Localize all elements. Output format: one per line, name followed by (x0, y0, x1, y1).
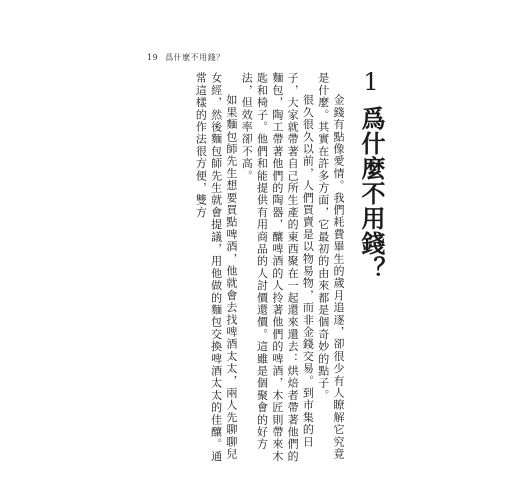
chapter-number: 1 (363, 70, 379, 94)
paragraph: 很久很久以前，人們買賣是以物易物，而非金錢交易。到市集的日子，大家就帶著自己所生產的東西聚在一起還來還去：烘焙者帶著他們的麵包，陶工帶著他們的陶器，釀啤酒的人拎著他們的啤酒，木匠則帶來木匙和椅子。他們和能提供有用商品的人討價還價。這雖是個聚會的好方法，但效率卻不高。 (240, 72, 315, 463)
chapter-heading (357, 70, 386, 281)
chapter-title: 爲什麼不用錢？ (357, 106, 386, 281)
running-head (147, 52, 225, 63)
paragraph: 如果麵包師先生想要買點啤酒，他就會去找啤酒太太，兩人先聊聊兒女經，然後麵包師先生就會提議，用他做的麵包交換啤酒太太的佳釀。通常這樣的作法很方便，雙方 (194, 72, 238, 463)
running-head-title: 爲什麼不用錢？ (165, 53, 225, 62)
page-number: 19 (147, 53, 159, 62)
body-text (148, 72, 346, 470)
paragraph: 金錢有點像愛情。我們耗費畢生的歲月追逐，卻很少有人瞭解它究竟是什麼。其實在許多方面，它最初的由來都是個奇妙的點子。 (316, 72, 345, 460)
